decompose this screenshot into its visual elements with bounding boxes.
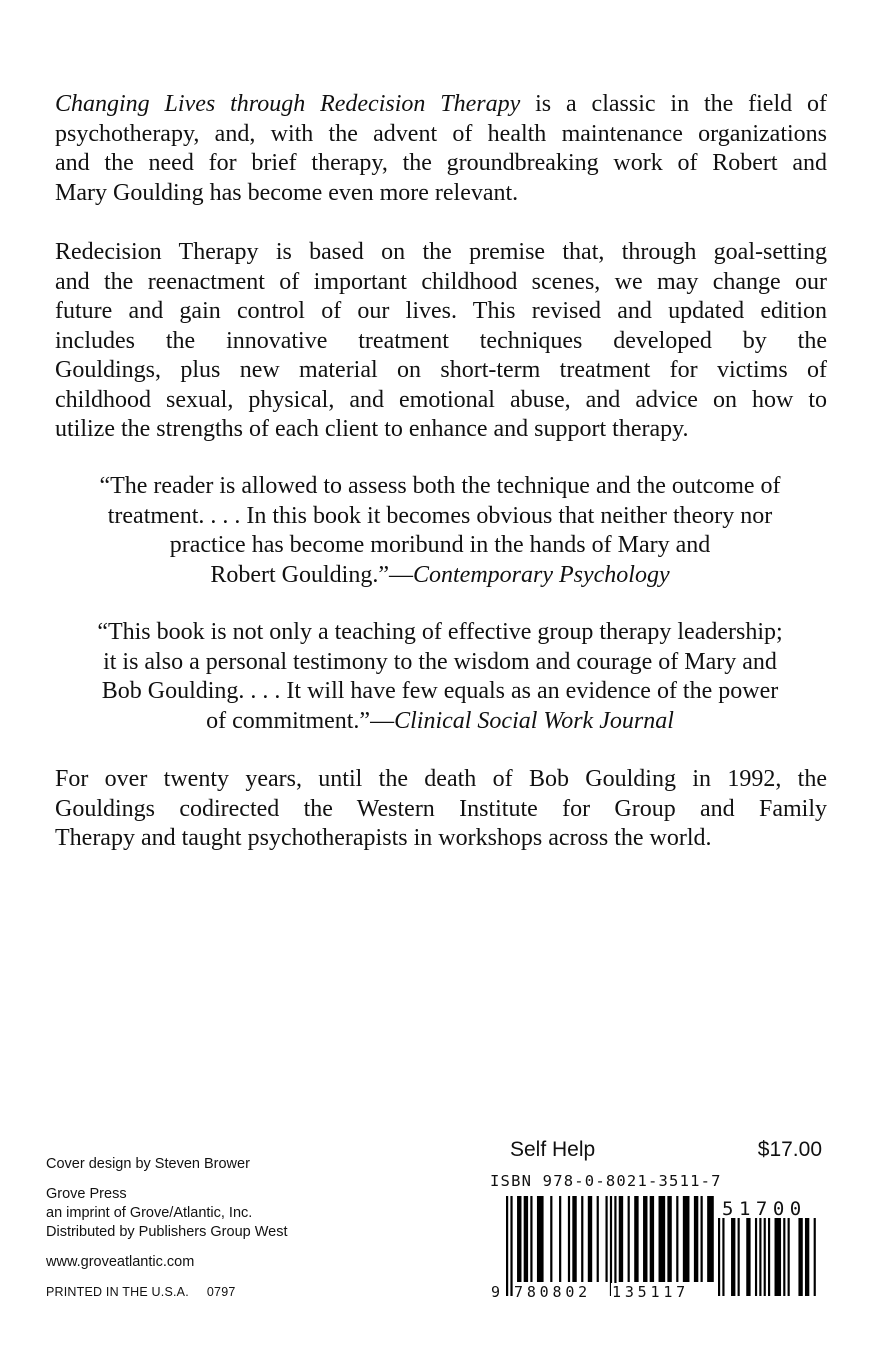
para2-line: future and gain control of our lives. This revised and updated edition [55, 298, 827, 324]
description-paragraph-1 [55, 90, 827, 208]
para1-line4: Mary Goulding has become even more relevant. [55, 179, 519, 206]
para2-line: Redecision Therapy is based on the premise that, through goal-setting [55, 239, 827, 265]
para3-line: For over twenty years, until the death of Bob Goulding in 1992, the [55, 766, 827, 792]
publisher-name: Grove Press [46, 1186, 127, 1202]
quote1-last-line: Robert Goulding.”—Contemporary Psychology [210, 561, 670, 588]
para1-line1: Changing Lives through Redecision Therapy is a classic in the field of [55, 91, 828, 117]
quote2-last-line: of commitment.”—Clinical Social Work Journal [206, 707, 674, 734]
barcode-addon-digits: 51700 [722, 1198, 807, 1220]
publisher-website: www.groveatlantic.com [46, 1254, 195, 1270]
para1-line2: psychotherapy, and, with the advent of health maintenance organizations [55, 120, 827, 147]
para2-line: includes the innovative treatment techniques developed by the [55, 327, 827, 354]
price-row [510, 1138, 822, 1162]
print-code: 0797 [206, 1285, 236, 1299]
para2-line: and the reenactment of important childhood scenes, we may change our [55, 268, 827, 295]
isbn-label: ISBN 978-0-8021-3511-7 [490, 1172, 722, 1190]
para2-line: childhood sexual, physical, and emotional abuse, and advice on how to [55, 386, 827, 413]
ean13-barcode-icon [506, 1196, 716, 1296]
quote2-source: Clinical Social Work Journal [394, 707, 674, 734]
barcode-right-digits: 135117 [612, 1283, 689, 1301]
para1-line3: and the need for brief therapy, the groundbreaking work of Robert and [55, 150, 827, 176]
barcode [486, 1196, 826, 1306]
barcode-left-digits: 780802 [514, 1283, 591, 1301]
quote2-line: it is also a personal testimony to the wisdom and courage of Mary and [103, 648, 777, 675]
book-title: Changing Lives through Redecision Therapy [55, 91, 521, 117]
cover-design-credit: Cover design by Steven Brower [46, 1156, 250, 1172]
quote1-source: Contemporary Psychology [413, 561, 670, 588]
description-paragraph-3 [55, 765, 827, 854]
printed-in-line: PRINTED IN THE U.S.A. 0797 [46, 1285, 236, 1299]
imprint-line: an imprint of Grove/Atlantic, Inc. [46, 1205, 253, 1221]
category-label: Self Help [510, 1138, 596, 1161]
publisher-credits [46, 1155, 288, 1302]
price-label: $17.00 [757, 1138, 822, 1161]
description-paragraph-2 [55, 238, 827, 445]
price-addon-barcode-icon [718, 1218, 818, 1296]
para2-line: utilize the strengths of each client to enhance and support therapy. [55, 416, 689, 442]
review-quote-2 [45, 618, 835, 736]
para3-line: Gouldings codirected the Western Institute for Group and Family [55, 795, 827, 822]
review-quote-1 [45, 472, 835, 590]
para3-line: Therapy and taught psychotherapists in workshops across the world. [55, 825, 712, 851]
quote2-line: “This book is not only a teaching of effective group therapy leadership; [97, 619, 783, 645]
quote2-line: Bob Goulding. . . . It will have few equals as an evidence of the power [101, 678, 779, 704]
quote1-line: treatment. . . . In this book it becomes obvious that neither theory nor [107, 502, 773, 529]
barcode-first-digit: 9 [491, 1283, 501, 1301]
quote1-line: practice has become moribund in the hands of Mary and [169, 532, 711, 558]
quote1-line: “The reader is allowed to assess both the technique and the outcome of [99, 473, 781, 499]
distributor-line: Distributed by Publishers Group West [46, 1224, 288, 1240]
para2-line: Gouldings, plus new material on short-term treatment for victims of [55, 357, 827, 383]
